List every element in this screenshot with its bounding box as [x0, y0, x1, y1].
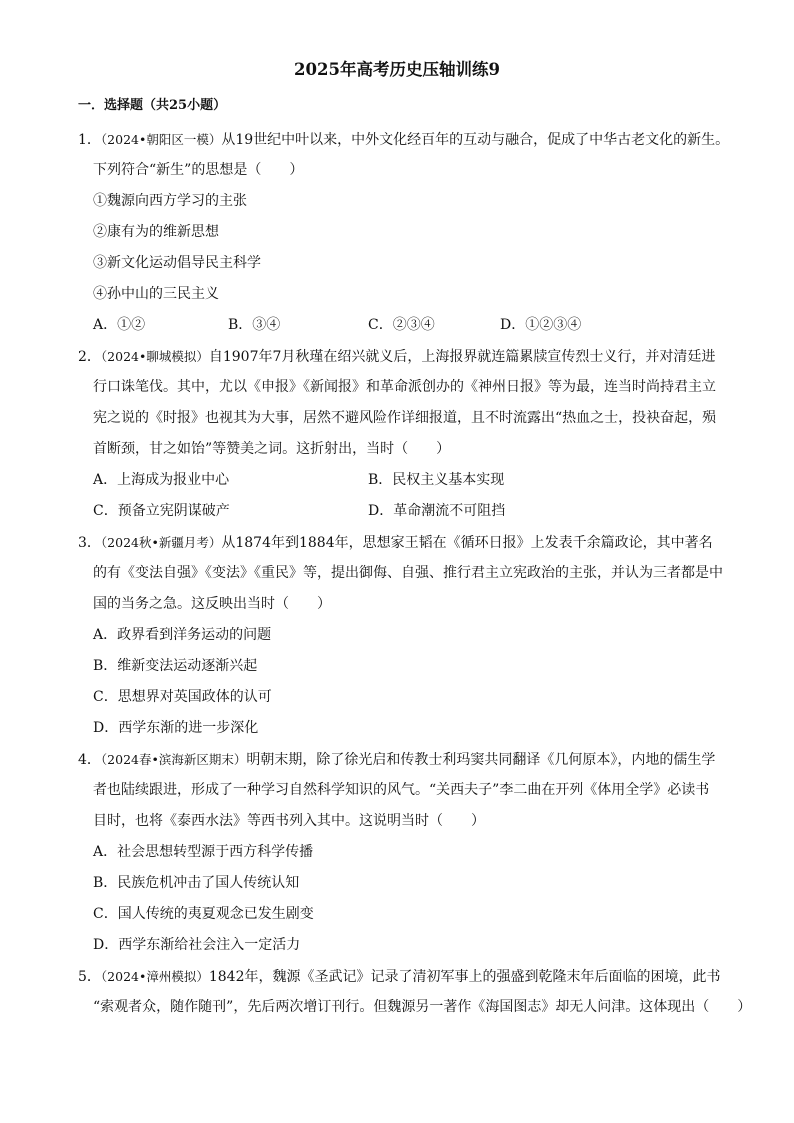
question-text: 从19世纪中叶以来，中外文化经百年的互动与融合，促成了中华古老文化的新生。: [221, 132, 730, 148]
question-1: [78, 124, 730, 341]
option-b[interactable]: B．③④: [228, 317, 281, 333]
question-number: 2．: [78, 349, 101, 365]
statement-item: ②康有为的维新思想: [93, 224, 219, 240]
option-d[interactable]: D．西学东渐给社会注入一定活力: [93, 937, 301, 953]
question-2-stem-line: [78, 341, 718, 372]
question-4: [78, 744, 718, 961]
section-heading: 一．选择题（共25小题）: [78, 98, 227, 113]
question-source: （2024秋•新疆月考）: [100, 535, 222, 550]
question-4-stem-line: [78, 744, 718, 775]
question-source: （2024春•滨海新区期末）: [100, 752, 247, 767]
option-b[interactable]: B．民权主义基本实现: [368, 472, 505, 488]
page-title: 2025年高考历史压轴训练9: [294, 60, 500, 79]
statement-item: ④孙中山的三民主义: [93, 286, 219, 302]
option-a[interactable]: A．①②: [93, 317, 146, 333]
question-text: 从1874年到1884年，思想家王韬在《循环日报》上发表千余篇政论，其中著名: [221, 535, 713, 551]
question-number: 1．: [78, 132, 101, 148]
question-2-stem-line: 首断颈，甘之如饴”等赞美之词。这折射出，当时（ ）: [93, 441, 451, 457]
question-source: （2024•聊城模拟）: [100, 349, 209, 364]
question-source: （2024•漳州模拟）: [100, 969, 209, 984]
question-1-stem-line: [78, 124, 730, 155]
option-d[interactable]: D．革命潮流不可阻挡: [368, 503, 506, 519]
option-a[interactable]: A．社会思想转型源于西方科学传播: [93, 844, 314, 860]
question-2-stem-line: 宪之说的《时报》也视其为大事，居然不避风险作详细报道，且不时流露出“热血之士，投袂奋起，殒: [93, 410, 717, 426]
option-d[interactable]: D．西学东渐的进一步深化: [93, 720, 259, 736]
option-c[interactable]: C．国人传统的夷夏观念已发生剧变: [93, 906, 314, 922]
question-4-stem-line: 者也陆续跟进，形成了一种学习自然科学知识的风气。“关西夫子”李二曲在开列《体用全学》必读书: [93, 782, 710, 798]
option-b[interactable]: B．民族危机冲击了国人传统认知: [93, 875, 300, 891]
option-c[interactable]: C．②③④: [368, 317, 435, 333]
question-5: [78, 961, 752, 1023]
question-number: 4．: [78, 752, 101, 768]
question-3: [78, 527, 723, 744]
question-1-stem-line: 下列符合“新生”的思想是（ ）: [93, 162, 304, 178]
option-a[interactable]: A．上海成为报业中心: [93, 472, 230, 488]
option-a[interactable]: A．政界看到洋务运动的问题: [93, 627, 272, 643]
question-2-stem-line: 行口诛笔伐。其中，尤以《申报》《新闻报》和革命派创办的《神州日报》等为最，连当时尚持君主立: [93, 379, 716, 395]
question-5-stem-line: “索观者众，随作随刊”，先后两次增订刊行。但魏源另一著作《海国图志》却无人问津。这体现出（ ）: [93, 999, 752, 1015]
question-4-stem-line: 目时，也将《泰西水法》等西书列入其中。这说明当时（ ）: [93, 813, 485, 829]
statement-item: ①魏源向西方学习的主张: [93, 193, 247, 209]
question-source: （2024•朝阳区一模）: [100, 132, 222, 147]
answer-options: [78, 465, 718, 496]
answer-options: [78, 310, 718, 341]
statement-item: ③新文化运动倡导民主科学: [93, 255, 261, 271]
question-3-stem-line: 国的当务之急。这反映出当时（ ）: [93, 596, 331, 612]
question-text: 明朝末期，除了徐光启和传教士利玛窦共同翻译《几何原本》，内地的儒生学: [246, 752, 716, 768]
option-c[interactable]: C．思想界对英国政体的认可: [93, 689, 272, 705]
question-3-stem-line: 的有《变法自强》《变法》《重民》等，提出御侮、自强、推行君主立宪政治的主张，并认为三者都是中: [93, 565, 723, 581]
question-5-stem-line: [78, 961, 721, 992]
option-b[interactable]: B．维新变法运动逐渐兴起: [93, 658, 258, 674]
option-d[interactable]: D．①②③④: [500, 317, 582, 333]
question-text: 自1907年7月秋瑾在绍兴就义后，上海报界就连篇累牍宣传烈士义行，并对清廷进: [208, 349, 716, 365]
question-2: [78, 341, 718, 527]
question-number: 5．: [78, 969, 101, 985]
question-number: 3．: [78, 535, 101, 551]
question-text: 1842年，魏源《圣武记》记录了清初军事上的强盛到乾隆末年后面临的困境，此书: [208, 969, 721, 985]
question-3-stem-line: [78, 527, 718, 558]
option-c[interactable]: C．预备立宪阴谋破产: [93, 503, 230, 519]
answer-options: [78, 496, 718, 527]
